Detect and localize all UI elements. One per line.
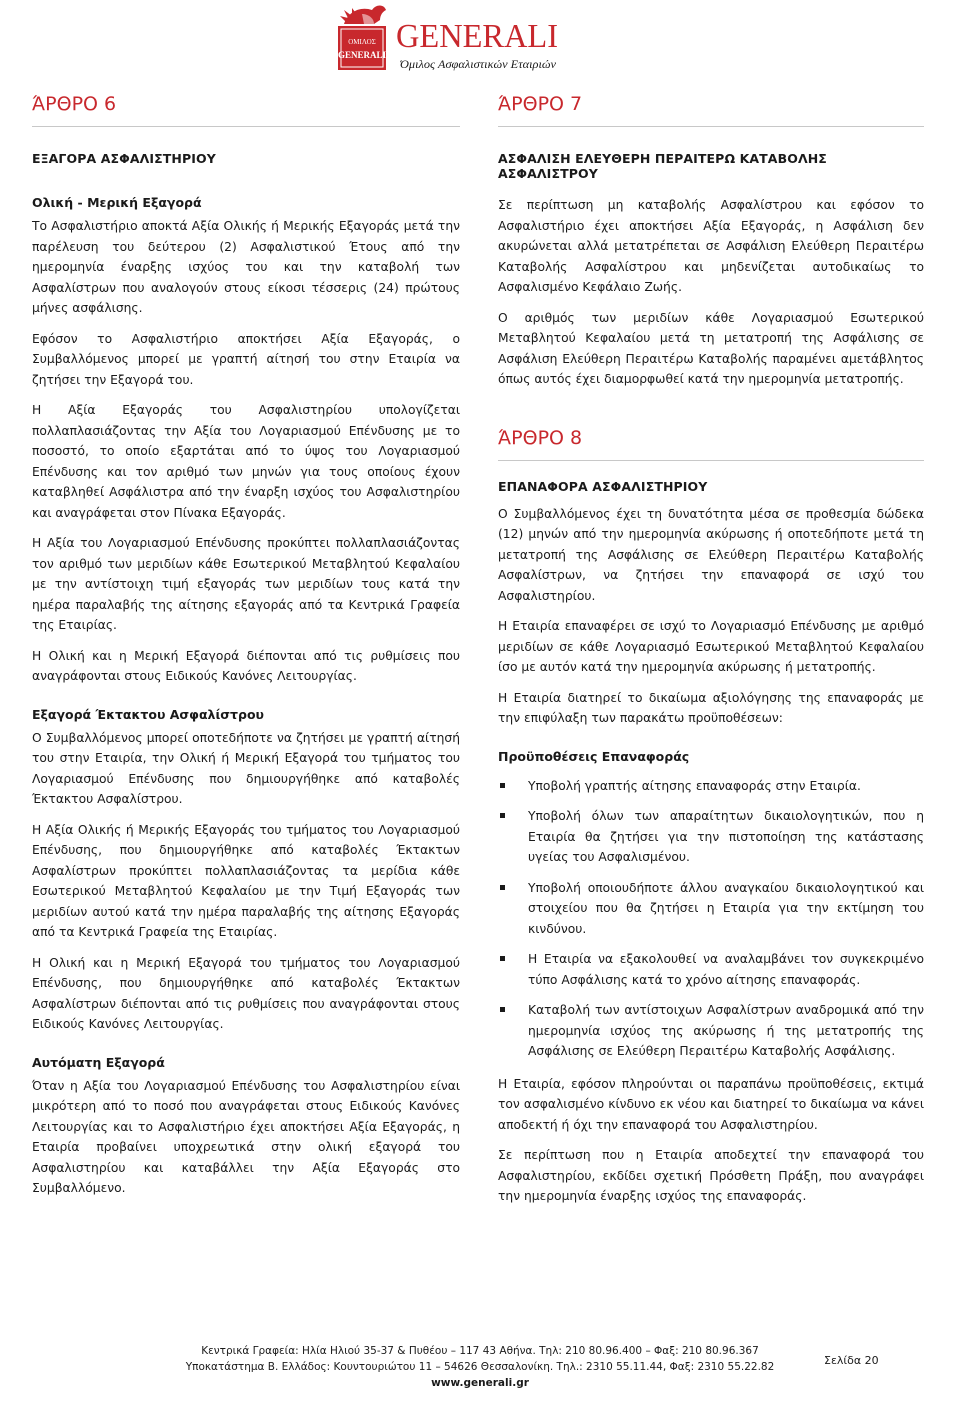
logo-badge-bottom: GENERALI — [337, 50, 387, 60]
subheading-reinstatement-conditions: Προϋποθέσεις Επαναφοράς — [498, 748, 690, 764]
subheading-automatic: Αυτόματη Εξαγορά — [32, 1054, 165, 1070]
article-7-title: ΆΡΘΡΟ 7 — [498, 93, 583, 115]
paragraph: Όταν η Αξία του Λογαριασμού Επένδυσης του Ασφαλιστηρίου είναι μικρότερη από το ποσό που αναγράφεται στους Ειδικούς Κανόνες Λειτουργίας και το Ασφαλιστήριο έχει αποκτήσει Αξία Εξαγοράς, η Εταιρία προβαίνει υποχρεωτικά στην ολική εξαγορά του Ασφαλιστηρίου και καταβάλλει την Αξία Εξαγοράς στο Συμβαλλόμενο. — [32, 1078, 460, 1195]
logo-badge-top: ΟΜΙΛΟΣ — [348, 38, 376, 46]
subheading-total-partial: Ολική - Μερική Εξαγορά — [32, 195, 202, 210]
logo-brand: GENERALI — [396, 18, 558, 55]
bullet-square-icon — [500, 956, 505, 961]
left-column — [32, 92, 460, 1199]
bullet-square-icon — [500, 885, 505, 890]
list-item: Καταβολή των αντίστοιχων Ασφαλίστρων αναδρομικά από την ημερομηνία ισχύος της ακύρωσης ή της μετατροπής της Ασφάλισης σε Ελεύθερη Περαιτέρω Καταβολής Ασφάλισης. — [498, 1000, 924, 1062]
paragraph: Ο αριθμός των μεριδίων κάθε Λογαριασμού Εσωτερικού Μεταβλητού Κεφαλαίου μετά τη μετατροπή της Ασφάλισης σε Ασφάλιση Ελεύθερη Περαιτέρω Καταβολής παραμένει αμετάβλητος όπως αυτός έχει διαμορφωθεί κατά την ημερομηνία μετατροπής. — [498, 310, 924, 386]
list-item: Υποβολή όλων των απαραίτητων δικαιολογητικών, που η Εταιρία θα ζητήσει για την πιστοποίηση της κατάστασης υγείας του Ασφαλισμένου. — [498, 806, 924, 868]
page-number: Σελίδα 20 — [824, 1354, 879, 1367]
paragraph: Η Εταιρία διατηρεί το δικαίωμα αξιολόγησης της επαναφοράς με την επιφύλαξη των παρακάτω προϋποθέσεων: — [498, 690, 924, 725]
paragraph: Η Αξία Εξαγοράς του Ασφαλιστηρίου υπολογίζεται πολλαπλασιάζοντας την Αξία του Λογαριασμού Επένδυσης με το ποσοστό, το οποίο εξαρτάται από το ύψος του Λογαριασμού Επένδυσης και τον αριθμό των μηνών για τους οποίους έχουν καταβληθεί Ασφάλιστρα από την έναρξη ισχύος του Ασφαλιστηρίου και αναγράφεται στον Πίνακα Εξαγοράς. — [32, 403, 460, 520]
section-paid-up-title: ΑΣΦΑΛΙΣΗ ΕΛΕΥΘΕΡΗ ΠΕΡΑΙΤΕΡΩ ΚΑΤΑΒΟΛΗΣ ΑΣΦΑΛΙΣΤΡΟΥ — [498, 151, 827, 181]
right-column — [498, 92, 924, 1207]
paragraph: Εφόσον το Ασφαλιστήριο αποκτήσει Αξία Εξαγοράς, ο Συμβαλλόμενος μπορεί με γραπτή αίτησή του στην Εταιρία να ζητήσει την Εξαγορά του. — [32, 331, 460, 387]
conditions-list — [498, 776, 924, 1062]
section-buyback-title: ΕΞΑΓΟΡΑ ΑΣΦΑΛΙΣΤΗΡΙΟΥ — [32, 151, 216, 166]
footer-address-hq: Κεντρικά Γραφεία: Ηλία Ηλιού 35-37 & Πυθέου – 117 43 Αθήνα. Τηλ: 210 80.96.400 – Φαξ: 210 80.96.367 — [201, 1345, 759, 1357]
footer-website-link[interactable]: www.generali.gr — [431, 1377, 529, 1389]
bullet-square-icon — [500, 1007, 505, 1012]
paragraph: Ο Συμβαλλόμενος μπορεί οποτεδήποτε να ζητήσει με γραπτή αίτησή του στην Εταιρία, την Ολική ή Μερική Εξαγορά του τμήματος του Λογαριασμού Επένδυσης που δημιουργήθηκε από καταβολές Έκτακτου Ασφαλίστρου. — [32, 730, 460, 806]
footer-address-branch: Υποκατάστημα Β. Ελλάδος: Κουντουριώτου 11 – 54626 Θεσσαλονίκη. Τηλ.: 2310 55.11.44, Φαξ: 2310 55.22.82 — [185, 1361, 775, 1373]
article-8-rule — [498, 460, 924, 461]
section-reinstatement-title: ΕΠΑΝΑΦΟΡΑ ΑΣΦΑΛΙΣΤΗΡΙΟΥ — [498, 478, 708, 494]
paragraph: Η Εταιρία επαναφέρει σε ισχύ το Λογαριασμό Επένδυσης με αριθμό μεριδίων σε κάθε Λογαριασμό Εσωτερικού Μεταβλητού Κεφαλαίου ίσο με αυτόν κατά την ημερομηνία ακύρωσης ή μετατροπής. — [498, 619, 924, 674]
paragraph: Το Ασφαλιστήριο αποκτά Αξία Ολικής ή Μερικής Εξαγοράς μετά την παρέλευση του δεύτερου (2) Ασφαλιστικού Έτους από την ημερομηνία έναρξης ισχύος του και την καταβολή των Ασφαλίστρων που αναλογούν στους είκοσι τέσσερις (24) πρώτους μήνες ασφάλισης. — [32, 219, 460, 315]
subheading-extra-premium: Εξαγορά Έκτακτου Ασφαλίστρου — [32, 706, 265, 722]
logo-tagline: Όμιλος Ασφαλιστικών Εταιριών — [400, 57, 557, 71]
article-6-title: ΆΡΘΡΟ 6 — [32, 93, 117, 115]
article-8-title: ΆΡΘΡΟ 8 — [498, 426, 583, 449]
paragraph: Η Αξία Ολικής ή Μερικής Εξαγοράς του τμήματος του Λογαριασμού Επένδυσης, που δημιουργήθηκε από καταβολές Έκτακτων Ασφαλίστρων προκύπτει πολλαπλασιάζοντας τα μερίδια κάθε Εσωτερικού Μεταβλητού Κεφαλαίου με την Τιμή Εξαγοράς των μεριδίων αυτού κατά την ημέρα παραλαβής της αίτησης Εξαγοράς από τα Κεντρικά Γραφεία της Εταιρίας. — [32, 822, 460, 939]
bullet-square-icon — [500, 783, 505, 788]
generali-logo — [334, 2, 562, 74]
list-item: Υποβολή γραπτής αίτησης επαναφοράς στην Εταιρία. — [498, 776, 924, 797]
paragraph: Σε περίπτωση μη καταβολής Ασφαλίστρου και εφόσον το Ασφαλιστήριο έχει αποκτήσει Αξία Εξαγοράς, η Ασφάλιση δεν ακυρώνεται αλλά μετατρέπεται σε Ασφάλιση Ελεύθερη Περαιτέρω Καταβολής Ασφαλίστρου και μηδενίζεται αυτοδικαίως το Ασφαλισμένο Κεφάλαιο Ζωής. — [498, 198, 924, 294]
paragraph: Η Ολική και η Μερική Εξαγορά του τμήματος του Λογαριασμού Επένδυσης, που δημιουργήθηκε από καταβολές Έκτακτων Ασφαλίστρων διέπονται από τις ρυθμίσεις που αναγράφονται στους Ειδικούς Κανόνες Λειτουργίας. — [32, 955, 460, 1031]
paragraph: Σε περίπτωση που η Εταιρία αποδεχτεί την επαναφορά του Ασφαλιστηρίου, εκδίδει σχετική Πρόσθετη Πράξη, που αναγράφει την ημερομηνία έναρξης ισχύος της επαναφοράς. — [498, 1148, 924, 1203]
lion-emblem-icon — [334, 2, 562, 74]
list-item: Η Εταιρία να εξακολουθεί να αναλαμβάνει τον συγκεκριμένο τύπο Ασφάλισης κατά το χρόνο αίτησης επαναφοράς. — [498, 949, 924, 990]
article-7-rule — [498, 126, 924, 127]
paragraph: Η Εταιρία, εφόσον πληρούνται οι παραπάνω προϋποθέσεις, εκτιμά τον ασφαλισμένο κίνδυνο εκ νέου και διατηρεί το δικαίωμα να κάνει αποδεκτή ή όχι την επαναφορά του Ασφαλιστηρίου. — [498, 1076, 924, 1132]
article-6-rule — [32, 126, 460, 127]
list-item: Υποβολή οποιουδήποτε άλλου αναγκαίου δικαιολογητικού και στοιχείου που θα ζητήσει η Εταιρία για την εκτίμηση του κινδύνου. — [498, 878, 924, 940]
paragraph: Η Αξία του Λογαριασμού Επένδυσης προκύπτει πολλαπλασιάζοντας τον αριθμό των μεριδίων κάθε Εσωτερικού Μεταβλητού Κεφαλαίου με την αντίστοιχη τιμή εξαγοράς των μεριδίων τους κατά την ημέρα παραλαβής της αίτησης εξαγοράς από τα Κεντρικά Γραφεία της Εταιρίας. — [32, 536, 460, 632]
paragraph: Ο Συμβαλλόμενος έχει τη δυνατότητα μέσα σε προθεσμία δώδεκα (12) μηνών από την ημερομηνία ακύρωσης ή οποτεδήποτε μετά τη μετατροπή της Ασφάλισης σε Ελεύθερη Περαιτέρω Καταβολής Ασφαλίστρων, να ζητήσει την επαναφορά σε ισχύ του Ασφαλιστηρίου. — [498, 506, 924, 603]
footer — [150, 1343, 810, 1391]
bullet-square-icon — [500, 813, 505, 818]
paragraph: Η Ολική και η Μερική Εξαγορά διέπονται από τις ρυθμίσεις που αναγράφονται στους Ειδικούς Κανόνες Λειτουργίας. — [32, 648, 460, 683]
